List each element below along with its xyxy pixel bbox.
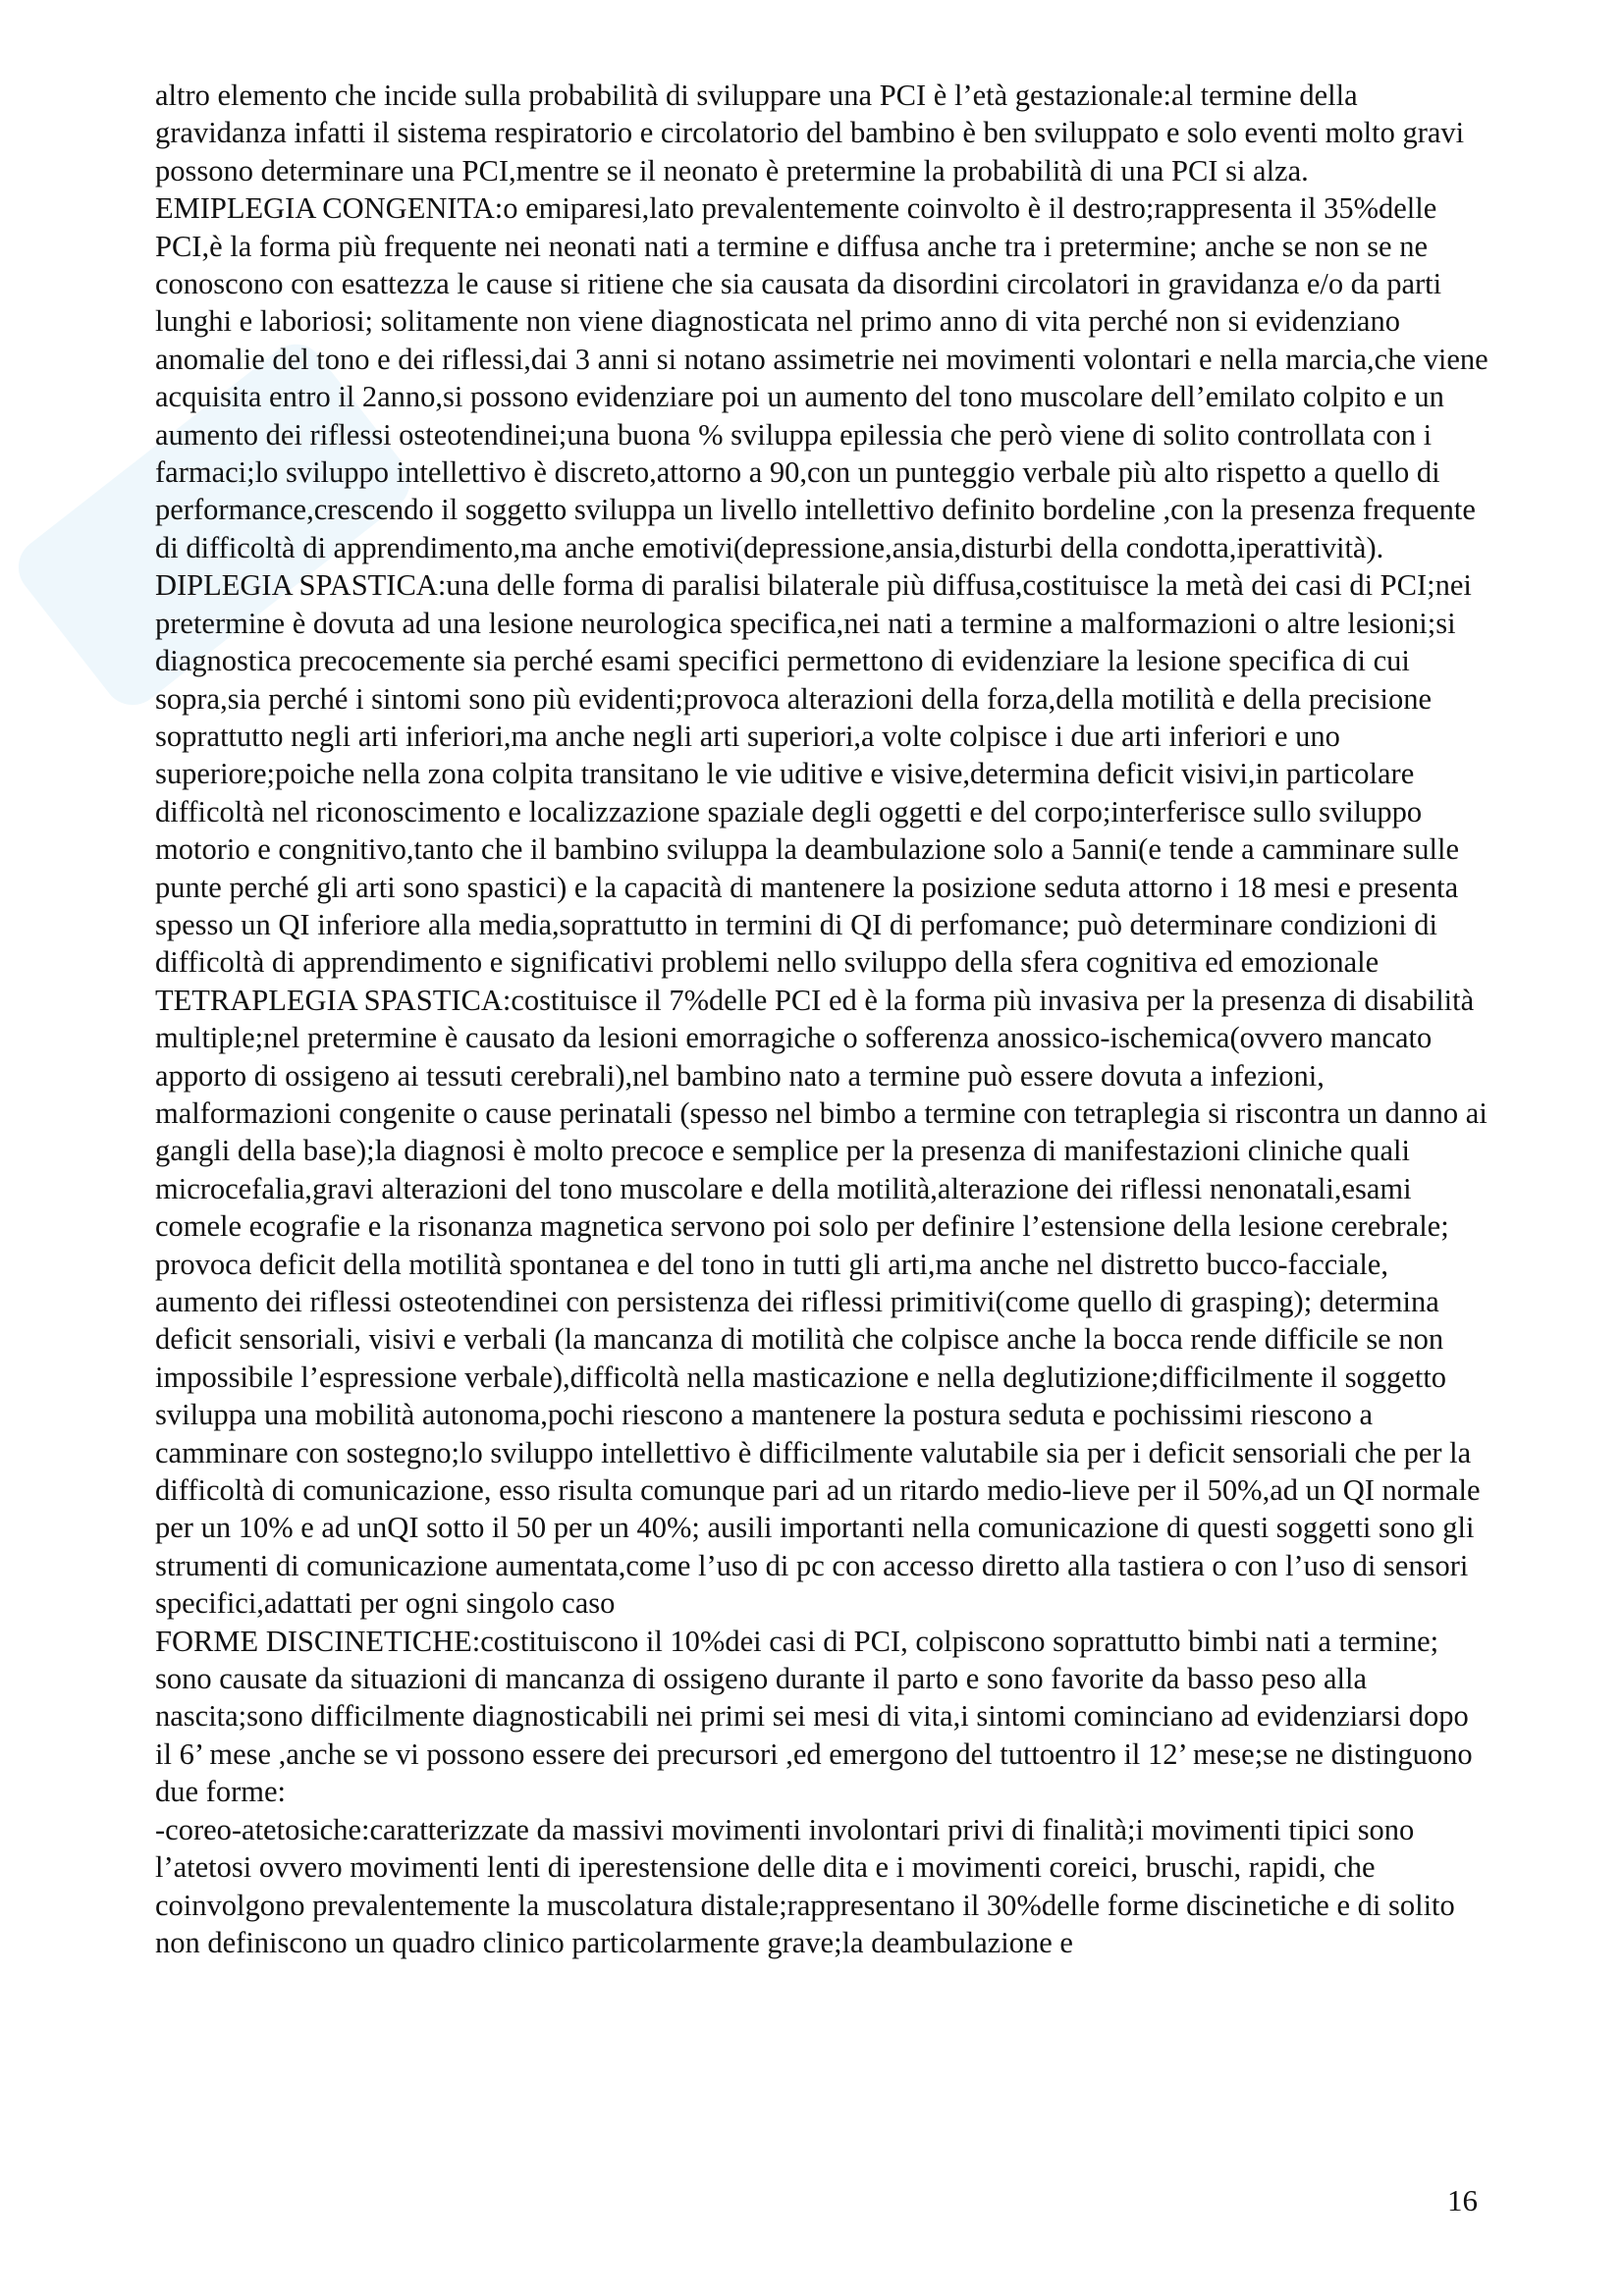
- paragraph-tetraplegia: TETRAPLEGIA SPASTICA:costituisce il 7%delle PCI ed è la forma più invasiva per la presenza di disabilità multiple;nel pretermine è causato da lesioni emorragiche o sofferenza anossico-ischemica(ovvero mancato apporto di ossigeno ai tessuti cerebrali),nel bambino nato a termine può essere dovuta a infezioni, malformazioni congenite o cause perinatali (spesso nel bimbo a termine con tetraplegia si riscontra un danno ai gangli della base);la diagnosi è molto precoce e semplice per la presenza di manifestazioni cliniche quali microcefalia,gravi alterazioni del tono muscolare e della motilità,alterazione dei riflessi nenonatali,esami comele ecografie e la risonanza magnetica servono poi solo per definire l’estensione della lesione cerebrale; provoca deficit della motilità spontanea e del tono in tutti gli arti,ma anche nel distretto bucco-facciale, aumento dei riflessi osteotendinei con persistenza dei riflessi primitivi(come quello di grasping); determina deficit sensoriali, visivi e verbali (la mancanza di motilità che colpisce anche la bocca rende difficile se non impossibile l’espressione verbale),difficoltà nella masticazione e nella deglutizione;difficilmente il soggetto sviluppa una mobilità autonoma,pochi riescono a mantenere la postura seduta e pochissimi riescono a camminare con sostegno;lo sviluppo intellettivo è difficilmente valutabile sia per i deficit sensoriali che per la difficoltà di comunicazione, esso risulta comunque pari ad un ritardo medio-lieve per il 50%,ad un QI normale per un 10% e ad unQI sotto il 50 per un 40%; ausili importanti nella comunicazione di questi soggetti sono gli strumenti di comunicazione aumentata,come l’uso di pc con accesso diretto alla tastiera o con l’uso di sensori specifici,adattati per ogni singolo caso: [155, 983, 1488, 1621]
- document-body: [155, 77, 1492, 1961]
- page-number: 16: [1447, 2183, 1478, 2217]
- paragraph-discinetiche: FORME DISCINETICHE:costituiscono il 10%dei casi di PCI, colpiscono soprattutto bimbi nati a termine; sono causate da situazioni di mancanza di ossigeno durante il parto e sono favorite da basso peso alla nascita;sono difficilmente diagnosticabili nei primi sei mesi di vita,i sintomi cominciano ad evidenziarsi dopo il 6’ mese ,anche se vi possono essere dei precursori ,ed emergono del tuttoentro il 12’ mese;se ne distinguono due forme:: [155, 1624, 1473, 1809]
- paragraph-diplegia: DIPLEGIA SPASTICA:una delle forma di paralisi bilaterale più diffusa,costituisce la metà dei casi di PCI;nei pretermine è dovuta ad una lesione neurologica specifica,nei nati a termine a malformazioni o altre lesioni;si diagnostica precocemente sia perché esami specifici permettono di evidenziare la lesione specifica di cui sopra,sia perché i sintomi sono più evidenti;provoca alterazioni della forza,della motilità e della precisione soprattutto negli arti inferiori,ma anche negli arti superiori,a volte colpisce i due arti inferiori e uno superiore;poiche nella zona colpita transitano le vie uditive e visive,determina deficit visivi,in particolare difficoltà nel riconoscimento e localizzazione spaziale degli oggetti e del corpo;interferisce sullo sviluppo motorio e congnitivo,tanto che il bambino sviluppa la deambulazione solo a 5anni(e tende a camminare sulle punte perché gli arti sono spastici) e la capacità di mantenere la posizione seduta attorno i 18 mesi e presenta spesso un QI inferiore alla media,soprattutto in termini di QI di perfomance; può determinare condizioni di difficoltà di apprendimento e significativi problemi nello sviluppo della sfera cognitiva ed emozionale: [155, 568, 1472, 980]
- paragraph-coreo-atetosiche: -coreo-atetosiche:caratterizzate da massivi movimenti involontari privi di finalità;i movimenti tipici sono l’atetosi ovvero movimenti lenti di iperestensione delle dita e i movimenti coreici, bruschi, rapidi, che coinvolgono prevalentemente la muscolatura distale;rappresentano il 30%delle forme discinetiche e di solito non definiscono un quadro clinico particolarmente grave;la deambulazione e: [155, 1812, 1455, 1959]
- paragraph-emiplegia: EMIPLEGIA CONGENITA:o emiparesi,lato prevalentemente coinvolto è il destro;rappresenta il 35%delle PCI,è la forma più frequente nei neonati nati a termine e diffusa anche tra i pretermine; anche se non se ne conoscono con esattezza le cause si ritiene che sia causata da disordini circolatori in gravidanza e/o da parti lunghi e laboriosi; solitamente non viene diagnosticata nel primo anno di vita perché non si evidenziano anomalie del tono e dei riflessi,dai 3 anni si notano assimetrie nei movimenti volontari e nella marcia,che viene acquisita entro il 2anno,si possono evidenziare poi un aumento del tono muscolare dell’emilato colpito e un aumento dei riflessi osteotendinei;una buona % sviluppa epilessia che però viene di solito controllata con i farmaci;lo sviluppo intellettivo è discreto,attorno a 90,con un punteggio verbale più alto rispetto a quello di performance,crescendo il soggetto sviluppa un livello intellettivo definito bordeline ,con la presenza frequente di difficoltà di apprendimento,ma anche emotivi(depressione,ansia,disturbi della condotta,iperattività).: [155, 191, 1488, 564]
- paragraph-intro: altro elemento che incide sulla probabilità di sviluppare una PCI è l’età gestazionale:al termine della gravidanza infatti il sistema respiratorio e circolatorio del bambino è ben sviluppato e solo eventi molto gravi possono determinare una PCI,mentre se il neonato è pretermine la probabilità di una PCI si alza.: [155, 79, 1465, 187]
